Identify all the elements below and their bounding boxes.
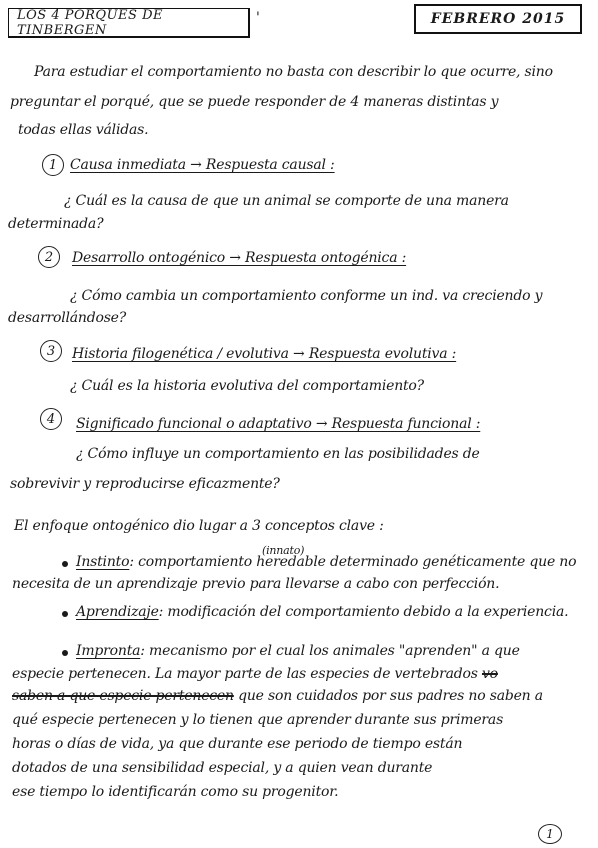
page-title-text: LOS 4 PORQUES DE TINBERGEN	[17, 7, 163, 38]
porque-2-body-2: desarrollándose?	[8, 310, 127, 326]
number-4: 4	[46, 411, 56, 427]
number-2: 2	[44, 249, 54, 265]
number-circle-2	[38, 246, 60, 268]
porque-4-body-2: sobrevivir y reproducirse eficazmente?	[10, 476, 280, 492]
enfoque-intro: El enfoque ontogénico dio lugar a 3 conceptos clave :	[14, 518, 384, 534]
number-circle-1	[42, 154, 64, 176]
instinto-term: Instinto	[76, 554, 130, 570]
impronta-strike-suffix: vo	[481, 666, 498, 682]
impronta-text-3: que son cuidados por sus padres no saben a	[238, 688, 543, 704]
date-text: FEBRERO 2015	[430, 11, 566, 27]
intro-line-2: preguntar el porqué, que se puede responder de 4 maneras distintas y	[10, 94, 499, 110]
date-box	[414, 4, 582, 34]
number-circle-3	[40, 340, 62, 362]
porque-1-heading: Causa inmediata → Respuesta causal :	[70, 157, 335, 173]
intro-line-3: todas ellas válidas.	[18, 122, 149, 138]
number-3: 3	[46, 343, 56, 359]
aprendizaje-line	[76, 604, 568, 621]
aprendizaje-text: : modificación del comportamiento debido a la experiencia.	[158, 604, 569, 620]
impronta-term: Impronta	[76, 643, 141, 659]
impronta-line-2	[12, 666, 498, 683]
page-number-text: 1	[546, 827, 554, 841]
porque-4-heading: Significado funcional o adaptativo → Respuesta funcional :	[76, 416, 481, 432]
page-title	[8, 8, 250, 38]
bullet-impronta	[62, 650, 68, 656]
impronta-text-2: especie pertenecen. La mayor parte de las especies de vertebrados	[12, 666, 482, 682]
impronta-line-4: qué especie pertenecen y lo tienen que aprender durante sus primeras	[12, 712, 504, 728]
porque-2-heading: Desarrollo ontogénico → Respuesta ontogénica :	[72, 250, 407, 266]
intro-line-1: Para estudiar el comportamiento no basta con describir lo que ocurre, sino	[34, 64, 553, 80]
instinto-text-1: : comportamiento heredable determinado genéticamente que no	[129, 554, 577, 570]
porque-3-body-1: ¿ Cuál es la historia evolutiva del comportamiento?	[70, 378, 424, 394]
impronta-line-7: ese tiempo lo identificarán como su progenitor.	[12, 784, 339, 800]
porque-1-body-2: determinada?	[8, 216, 104, 232]
impronta-line-3	[12, 688, 543, 705]
bullet-instinto	[62, 561, 68, 567]
impronta-line-6: dotados de una sensibilidad especial, y a quien vean durante	[12, 760, 433, 776]
porque-4-body-1: ¿ Cómo influye un comportamiento en las posibilidades de	[76, 446, 480, 462]
title-mark: '	[256, 10, 260, 26]
instinto-line-2: necesita de un aprendizaje previo para llevarse a cabo con perfección.	[12, 576, 500, 592]
instinto-line-1	[76, 554, 576, 571]
porque-1-body-1: ¿ Cuál es la causa de que un animal se comporte de una manera	[64, 193, 509, 209]
number-1: 1	[48, 157, 58, 173]
bullet-aprendizaje	[62, 611, 68, 617]
instinto-note: (innato)	[262, 544, 305, 557]
impronta-text-1: : mecanismo por el cual los animales "aprenden" a que	[140, 643, 520, 659]
porque-2-body-1: ¿ Cómo cambia un comportamiento conforme un ind. va creciendo y	[70, 288, 543, 304]
impronta-line-5: horas o días de vida, ya que durante ese periodo de tiempo están	[12, 736, 463, 752]
number-circle-4	[40, 408, 62, 430]
aprendizaje-term: Aprendizaje	[76, 604, 159, 620]
impronta-strike-text: saben a que especie pertenecen	[12, 688, 234, 704]
impronta-line-1	[76, 643, 520, 660]
page-number	[538, 824, 562, 844]
porque-3-heading: Historia filogenética / evolutiva → Respuesta evolutiva :	[72, 346, 457, 362]
